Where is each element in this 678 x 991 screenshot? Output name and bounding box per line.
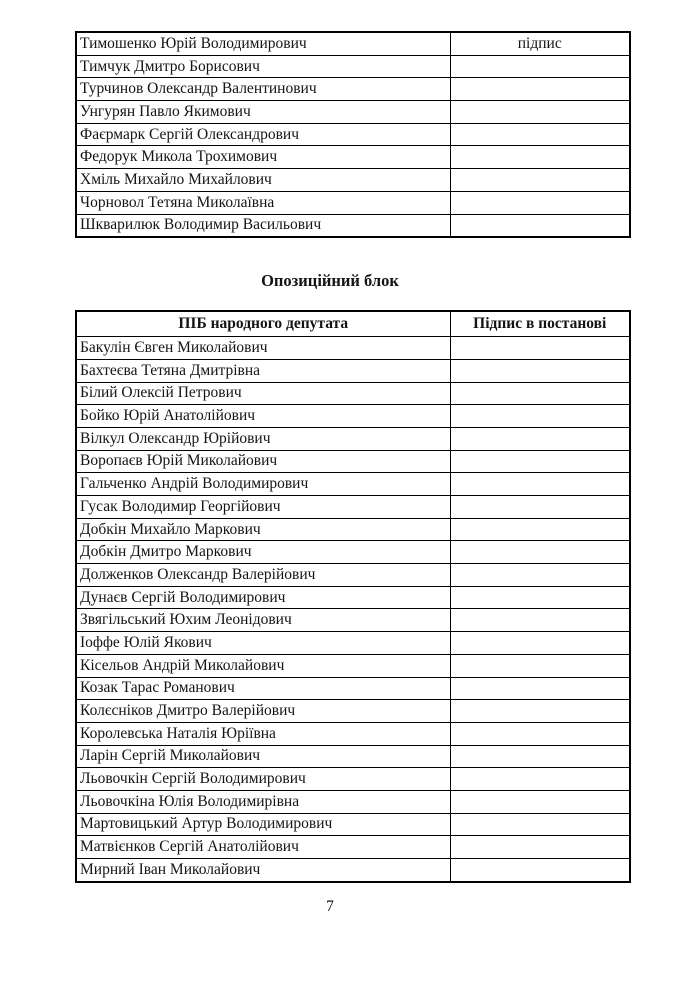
signature-cell (450, 359, 630, 382)
column-header-deputy-name: ПІБ народного депутата (76, 311, 450, 337)
signature-cell (450, 427, 630, 450)
deputy-name-cell: Гусак Володимир Георгійович (76, 496, 450, 519)
table-row (76, 836, 630, 859)
signature-cell (450, 722, 630, 745)
signature-cell: підпис (450, 32, 630, 55)
table-row (76, 473, 630, 496)
signature-cell (450, 813, 630, 836)
signature-cell (450, 101, 630, 124)
signature-cell (450, 609, 630, 632)
table-row (76, 564, 630, 587)
table-row (76, 359, 630, 382)
deputy-name-cell: Білий Олексій Петрович (76, 382, 450, 405)
table-row (76, 859, 630, 882)
signature-cell (450, 191, 630, 214)
signature-cell (450, 55, 630, 78)
table-row (76, 813, 630, 836)
table-row (76, 790, 630, 813)
deputy-name-cell: Федорук Микола Трохимович (76, 146, 450, 169)
deputy-name-cell: Іоффе Юлій Якович (76, 632, 450, 655)
deputy-name-cell: Мартовицький Артур Володимирович (76, 813, 450, 836)
signature-cell (450, 859, 630, 882)
table-row (76, 32, 630, 55)
page-number: 7 (326, 897, 334, 915)
table-row (76, 337, 630, 360)
deputy-name-cell: Мирний Іван Миколайович (76, 859, 450, 882)
signature-cell (450, 632, 630, 655)
table-row (76, 123, 630, 146)
deputy-name-cell: Бойко Юрій Анатолійович (76, 405, 450, 428)
signature-cell (450, 405, 630, 428)
table-row (76, 146, 630, 169)
deputy-name-cell: Добкін Дмитро Маркович (76, 541, 450, 564)
signature-list-table-body (76, 32, 630, 237)
deputy-name-cell: Вілкул Олександр Юрійович (76, 427, 450, 450)
signature-cell (450, 586, 630, 609)
deputy-name-cell: Тимошенко Юрій Володимирович (76, 32, 450, 55)
column-header-signature: Підпис в постанові (450, 311, 630, 337)
deputy-name-cell: Козак Тарас Романович (76, 677, 450, 700)
table-row (76, 78, 630, 101)
signature-cell (450, 78, 630, 101)
signature-cell (450, 146, 630, 169)
deputy-name-cell: Кісельов Андрій Миколайович (76, 654, 450, 677)
signature-cell (450, 654, 630, 677)
deputy-name-cell: Чорновол Тетяна Миколаївна (76, 191, 450, 214)
header-row (76, 311, 630, 337)
table-row (76, 632, 630, 655)
signature-cell (450, 745, 630, 768)
signature-list-table-continued (75, 31, 631, 238)
deputy-name-cell: Королевська Наталія Юріївна (76, 722, 450, 745)
signature-cell (450, 214, 630, 237)
table-row (76, 745, 630, 768)
opposition-bloc-table (75, 310, 631, 883)
table-row (76, 214, 630, 237)
deputy-name-cell: Бахтеєва Тетяна Дмитрівна (76, 359, 450, 382)
document-page (0, 31, 678, 991)
deputy-name-cell: Ларін Сергій Миколайович (76, 745, 450, 768)
deputy-name-cell: Фаєрмарк Сергій Олександрович (76, 123, 450, 146)
deputy-name-cell: Льовочкін Сергій Володимирович (76, 768, 450, 791)
deputy-name-cell: Дунаєв Сергій Володимирович (76, 586, 450, 609)
table-row (76, 405, 630, 428)
signature-cell (450, 123, 630, 146)
signature-cell (450, 496, 630, 519)
deputy-name-cell: Тимчук Дмитро Борисович (76, 55, 450, 78)
signature-cell (450, 169, 630, 192)
deputy-name-cell: Долженков Олександр Валерійович (76, 564, 450, 587)
table-row (76, 55, 630, 78)
table-row (76, 496, 630, 519)
deputy-name-cell: Бакулін Євген Миколайович (76, 337, 450, 360)
deputy-name-cell: Звягільський Юхим Леонідович (76, 609, 450, 632)
table-row (76, 609, 630, 632)
deputy-name-cell: Гальченко Андрій Володимирович (76, 473, 450, 496)
signature-cell (450, 473, 630, 496)
deputy-name-cell: Хміль Михайло Михайлович (76, 169, 450, 192)
table-row (76, 586, 630, 609)
table-row (76, 722, 630, 745)
table-row (76, 382, 630, 405)
table-row (76, 169, 630, 192)
table-row (76, 427, 630, 450)
deputy-name-cell: Добкін Михайло Маркович (76, 518, 450, 541)
signature-cell (450, 541, 630, 564)
table-row (76, 191, 630, 214)
signature-cell (450, 382, 630, 405)
faction-heading: Опозиційний блок (261, 271, 399, 291)
signature-cell (450, 768, 630, 791)
table-row (76, 101, 630, 124)
deputy-name-cell: Матвієнков Сергій Анатолійович (76, 836, 450, 859)
table-row (76, 700, 630, 723)
deputy-name-cell: Турчинов Олександр Валентинович (76, 78, 450, 101)
table-row (76, 518, 630, 541)
signature-cell (450, 518, 630, 541)
deputy-name-cell: Льовочкіна Юлія Володимирівна (76, 790, 450, 813)
signature-cell (450, 450, 630, 473)
table-row (76, 768, 630, 791)
deputy-name-cell: Воропаєв Юрій Миколайович (76, 450, 450, 473)
opposition-bloc-table-body (76, 337, 630, 882)
table-row (76, 677, 630, 700)
signature-cell (450, 700, 630, 723)
signature-cell (450, 337, 630, 360)
signature-cell (450, 677, 630, 700)
opposition-bloc-table-header (76, 311, 630, 337)
deputy-name-cell: Унгурян Павло Якимович (76, 101, 450, 124)
deputy-name-cell: Шкварилюк Володимир Васильович (76, 214, 450, 237)
table-row (76, 654, 630, 677)
signature-cell (450, 564, 630, 587)
signature-cell (450, 836, 630, 859)
deputy-name-cell: Колєсніков Дмитро Валерійович (76, 700, 450, 723)
signature-cell (450, 790, 630, 813)
table-row (76, 450, 630, 473)
table-row (76, 541, 630, 564)
